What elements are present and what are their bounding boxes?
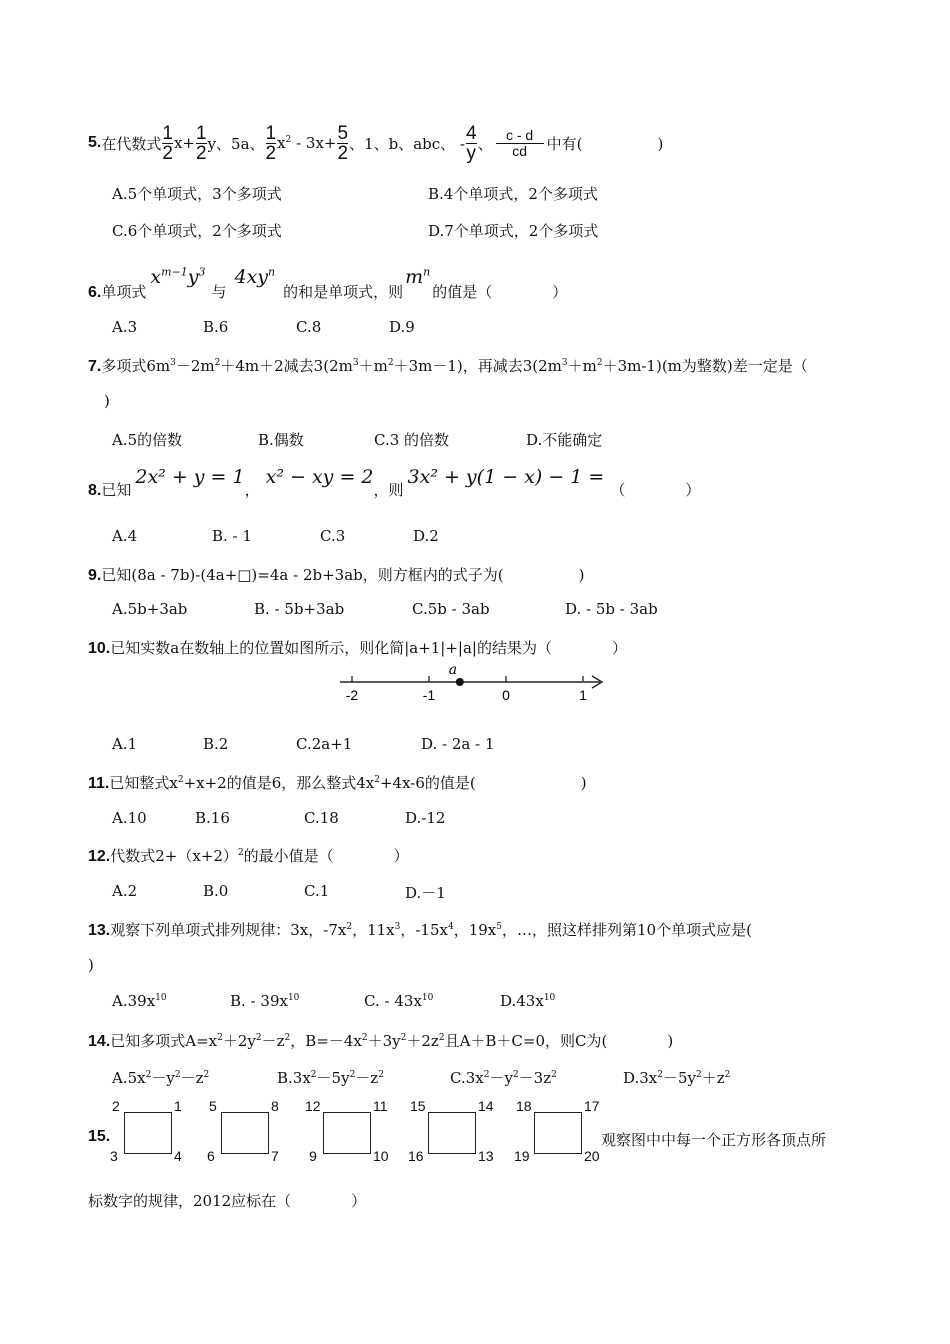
option-a: A.1 — [112, 735, 138, 753]
vertex-label: 2 — [112, 1098, 120, 1114]
vertex-label: 4 — [174, 1148, 182, 1164]
vertex-label: 3 — [110, 1148, 118, 1164]
option-a: A.5b+3ab — [112, 600, 188, 618]
option-c: $C.3x^2-y^2-3z^2$ — [450, 1069, 557, 1087]
option-c: C.2a+1 — [296, 735, 353, 753]
tick-label: -1 — [422, 687, 436, 703]
question-11: 11.已知整式$x^2+x+2$的值是6，那么整式$4x^2+4x-6$的值是( ) — [88, 774, 587, 792]
question-number: 9. — [88, 567, 102, 584]
option-d: D. - 5b - 3ab — [565, 600, 658, 618]
stem-text: 标数字的规律，2012应标在（ ） — [88, 1192, 367, 1210]
question-number: 13. — [88, 922, 111, 939]
stem-text: 在代数式 — [101, 134, 162, 153]
option-a: A.5个单项式，3个多项式 — [112, 185, 282, 203]
math-expression: $m^n$ — [405, 265, 431, 288]
vertex-label: 13 — [478, 1148, 494, 1164]
option-b: B.2 — [203, 735, 229, 753]
option-a: $A.5x^2-y^2-z^2$ — [112, 1069, 210, 1087]
option-a: A.10 — [112, 809, 147, 827]
option-a: A.2 — [112, 882, 138, 900]
option-c: C.18 — [304, 809, 339, 827]
stem-text: 观察图中中每一个正方形各顶点所 — [601, 1131, 827, 1149]
option-b: B.6 — [203, 318, 229, 336]
option-a: $A.39x^{10}$ — [112, 992, 167, 1010]
option-b: $B.3x^2-5y^2-z^2$ — [277, 1069, 384, 1087]
option-a: A.3 — [112, 318, 138, 336]
vertex-label: 20 — [584, 1148, 600, 1164]
question-9: 9.已知(8a - 7b)-(4a+□)=4a - 2b+3ab，则方框内的式子为( ) — [88, 566, 585, 584]
vertex-label: 10 — [373, 1148, 389, 1164]
option-d: D.7个单项式，2个多项式 — [428, 222, 599, 240]
math-expression: x² − xy = 2 — [265, 466, 374, 488]
option-b: B.0 — [203, 882, 229, 900]
option-b: B.16 — [195, 809, 230, 827]
option-c: C.5b - 3ab — [412, 600, 490, 618]
option-d: $D.3x^2-5y^2+z^2$ — [623, 1069, 731, 1087]
vertex-label: 9 — [309, 1148, 317, 1164]
vertex-label: 15 — [410, 1098, 426, 1114]
question-number: 8. — [88, 482, 102, 499]
square — [534, 1112, 582, 1154]
vertex-label: 5 — [209, 1098, 217, 1114]
option-c: C.3 的倍数 — [374, 431, 450, 449]
question-number: 14. — [88, 1033, 111, 1050]
option-d: $D.43x^{10}$ — [500, 992, 556, 1010]
stem-continuation: ) — [104, 392, 110, 410]
option-d: D.2 — [413, 527, 439, 545]
fraction: $\frac{4}{y}$ — [466, 122, 477, 164]
question-10: 10.已知实数a在数轴上的位置如图所示，则化简|a+1|+|a|的结果为（ ） — [88, 639, 627, 657]
stem-text: 中有( ) — [546, 134, 664, 153]
option-d: D. - 2a - 1 — [421, 735, 495, 753]
option-d: D.－1 — [405, 884, 446, 902]
question-number: 5. — [88, 134, 102, 151]
option-c: C. - $43x^{10}$ — [364, 992, 434, 1010]
vertex-label: 7 — [271, 1148, 279, 1164]
option-a: A.4 — [112, 527, 138, 545]
question-6: 6. 单项式 $x^{m-1}y^3$ 与 $4xy^n$ 的和是单项式，则 $m^n$ 的值是（ ） — [88, 265, 568, 301]
vertex-label: 17 — [584, 1098, 600, 1114]
vertex-label: 1 — [174, 1098, 182, 1114]
option-d: D.-12 — [405, 809, 446, 827]
stem-continuation: ) — [88, 956, 94, 974]
question-number: 15. — [88, 1128, 111, 1145]
math-expression: 2x² + y = 1 — [135, 466, 245, 488]
vertex-label: 6 — [207, 1148, 215, 1164]
question-number: 6. — [88, 284, 102, 301]
square — [323, 1112, 371, 1154]
question-14: 14.已知多项式$A=x^2+2y^2-z^2$，$B=-4x^2+3y^2+2z^2$且A＋B＋C=0，则C为( ) — [88, 1032, 674, 1050]
square — [428, 1112, 476, 1154]
fraction: $\frac{1}{2}$ — [195, 122, 207, 164]
option-c: C.6个单项式，2个多项式 — [112, 222, 282, 240]
point-a-label: a — [448, 662, 458, 678]
option-c: C.1 — [304, 882, 330, 900]
option-b: B.偶数 — [258, 431, 304, 449]
vertex-label: 11 — [373, 1098, 388, 1114]
option-d: D.9 — [389, 318, 415, 336]
square — [124, 1112, 172, 1154]
fraction: $\frac{1}{2}$ — [265, 122, 277, 164]
math-expression: 3x² + y(1 − x) − 1 = — [407, 466, 605, 488]
option-b: B.4个单项式，2个多项式 — [428, 185, 598, 203]
question-number: 10. — [88, 640, 111, 657]
question-12: 12.代数式$2+(x+2)^2$的最小值是（ ） — [88, 847, 409, 865]
tick-label: -2 — [345, 687, 359, 703]
option-d: D.不能确定 — [526, 431, 603, 449]
question-number: 7. — [88, 358, 102, 375]
question-number: 11. — [88, 775, 110, 792]
option-c: C.8 — [296, 318, 322, 336]
question-5: 5. 在代数式 $\frac{1}{2}$ x+ $\frac{1}{2}$ y、5a、 $\frac{1}{2}$ $x^2 - 3x+$ $\frac{5}{2}$ 、1、b、abc、 - $\frac{4}{y}$ 、 $\frac{c - d}{cd}$ 中有( ) — [88, 122, 664, 164]
fraction: $\frac{1}{2}$ — [162, 122, 173, 164]
vertex-label: 8 — [271, 1098, 279, 1114]
fraction: $\frac{c - d}{cd}$ — [496, 128, 544, 159]
math-expression: $4xy^n$ — [234, 265, 276, 288]
option-b: B. - 1 — [212, 527, 252, 545]
tick-label: 0 — [502, 687, 510, 703]
point-a — [456, 678, 464, 686]
vertex-label: 19 — [514, 1148, 530, 1164]
option-b: B. - 5b+3ab — [254, 600, 345, 618]
vertex-label: 16 — [408, 1148, 424, 1164]
question-8: 8. 已知 2x² + y = 1 ， x² − xy = 2 ，则 3x² + y(1 − x) − 1 = （ ） — [88, 466, 701, 499]
option-c: C.3 — [320, 527, 346, 545]
question-13: 13.观察下列单项式排列规律：3x，$-7x^2$，$11x^3$，$-15x^4$，$19x^5$，…，照这样排列第10个单项式应是( — [88, 921, 752, 939]
vertex-label: 14 — [478, 1098, 494, 1114]
vertex-label: 18 — [516, 1098, 532, 1114]
tick-label: 1 — [579, 687, 587, 703]
fraction: $\frac{5}{2}$ — [337, 122, 349, 164]
vertex-label: 12 — [305, 1098, 321, 1114]
math-expression: $x^{m-1}y^3$ — [150, 265, 206, 288]
number-line-figure — [330, 660, 620, 710]
question-7: 7.多项式$6m^3-2m^2+4m+2$减去$3(2m^3+m^2+3m-1)$，再减去$3(2m^3+m^2+3m-1)(m$为整数)差一定是（ — [88, 357, 808, 375]
square — [221, 1112, 269, 1154]
question-number: 12. — [88, 848, 111, 865]
option-a: A.5的倍数 — [112, 431, 183, 449]
option-b: B. - $39x^{10}$ — [230, 992, 300, 1010]
